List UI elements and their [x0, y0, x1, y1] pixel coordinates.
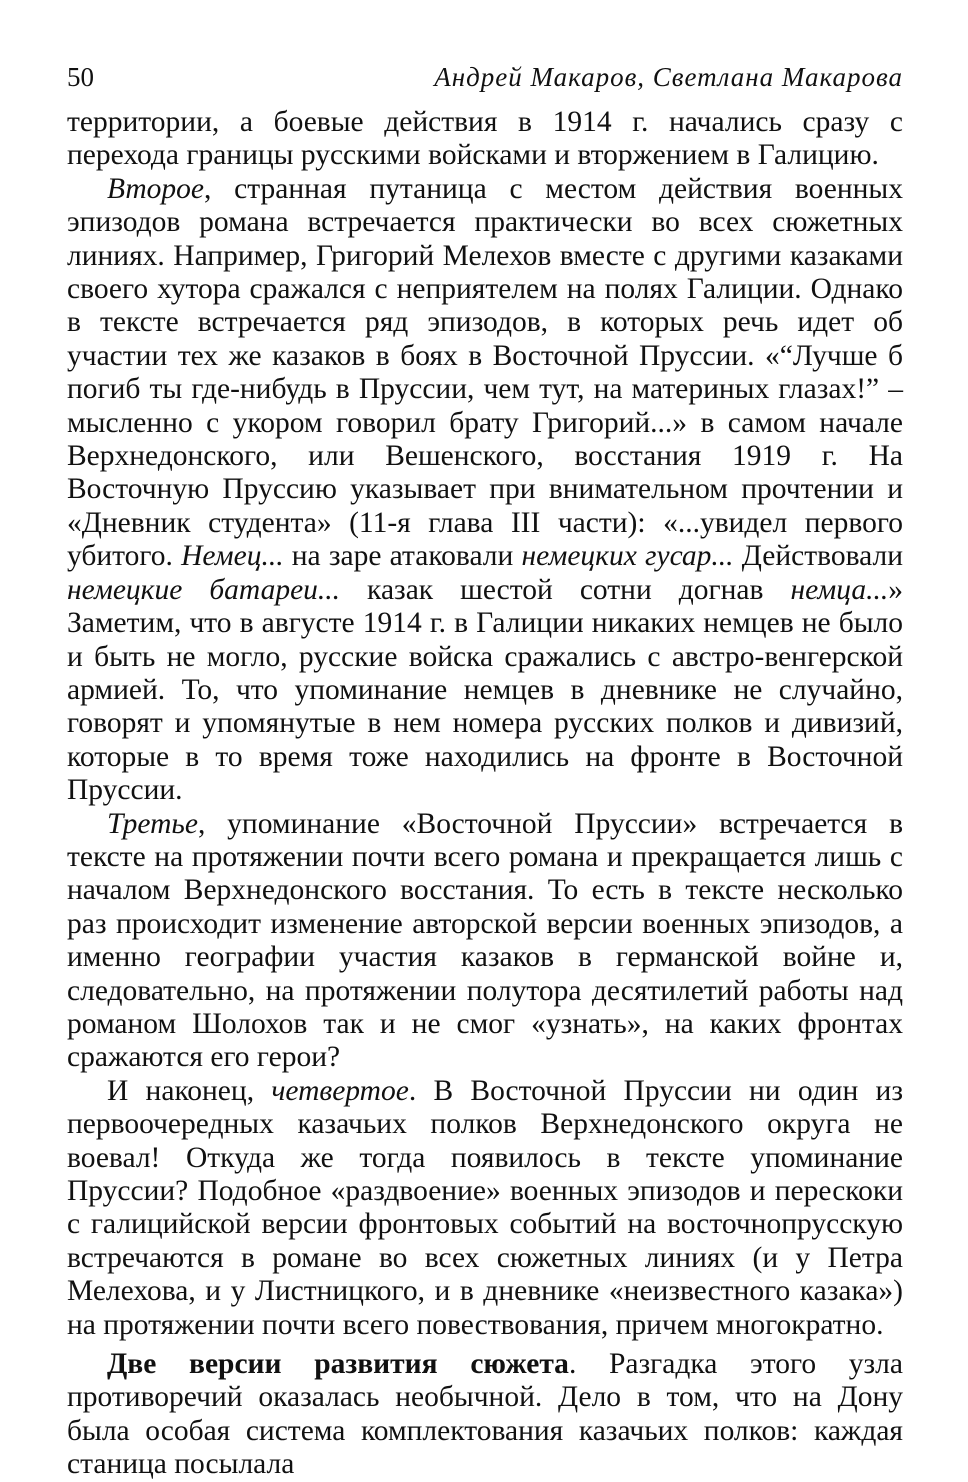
text-run: И наконец,	[107, 1074, 272, 1107]
text-run: территории, а боевые действия в 1914 г. начались сразу с перехода границы русскими войсками и вторжением в Галицию.	[67, 106, 903, 172]
italic-run: немецкие батареи...	[67, 573, 341, 606]
text-run: казак шестой сотни догнав	[340, 573, 791, 606]
italic-run: Немец...	[181, 540, 284, 573]
paragraph	[67, 808, 903, 1075]
italic-run: немца...	[790, 573, 889, 606]
section-heading: Две версии развития сюжета	[107, 1348, 569, 1381]
italic-run: четвертое	[271, 1074, 409, 1107]
italic-run: Второе	[107, 172, 205, 205]
text-run: на заре атаковали	[283, 540, 522, 573]
page-number: 50	[67, 62, 94, 92]
paragraph	[67, 1075, 903, 1342]
text-run: . Разгадка этого узла противоречий оказалась необычной. Дело в том, что на Дону была особая система комплектования казачьих полков: каждая станица посылала	[67, 1348, 903, 1481]
running-head	[67, 60, 903, 100]
italic-run: немецких гусар...	[521, 540, 734, 573]
italic-run: Третье	[107, 807, 198, 840]
paragraph	[67, 106, 903, 173]
paragraph	[67, 173, 903, 808]
text-run: Действовали	[733, 540, 903, 573]
book-page	[67, 60, 903, 1482]
text-run: , упоминание «Восточной Пруссии» встречается в тексте на протяжении почти всего романа и прекращается лишь с началом Верхнедонского восстания. То есть в тексте несколько раз происходит изменение авторской версии военных эпизодов, а именно географии участия казаков в германской войне и, следовательно, на протяжении полутора десятилетий работы над романом Шолохов так и не смог «узнать», на каких фронтах сражаются его герои?	[67, 807, 903, 1074]
text-body	[67, 106, 903, 1482]
text-run: . В Восточной Пруссии ни один из первоочередных казачьих полков Верхнедонского округа не воевал! Откуда же тогда появилось в тексте упоминание Пруссии? Подобное «раздвоение» военных эпизодов и перескоки с галицийской версии фронтовых событий на восточнопрусскую встречаются в романе во всех сюжетных линиях (и у Петра Мелехова, и у Листницкого, и в дневнике «неизвестного казака») на протяжении почти всего повествования, причем многократно.	[67, 1074, 903, 1341]
section-paragraph	[67, 1348, 903, 1482]
text-run: , странная путаница с местом действия военных эпизодов романа встречается практически во всех сюжетных линиях. Например, Григорий Мелехов вместе с другими казаками своего хутора сражался с неприятелем на полях Галиции. Однако в тексте встречается ряд эпизодов, в которых речь идет об участии тех же казаков в боях в Восточной Пруссии. «“Лучше б погиб ты где-нибудь в Пруссии, чем тут, на материных глазах!” – мысленно с укором говорил брату Григорий...» в самом начале Верхнедонского, или Вешенского, восстания 1919 г. На Восточную Пруссию указывает при внимательном прочтении и «Дневник студента» (11-я глава III части): «...увидел первого убитого.	[67, 172, 903, 573]
text-run: » Заметим, что в августе 1914 г. в Галиции никаких немцев не было и быть не могло, русские войска сражались с австро-венгерской армией. То, что упоминание немцев в дневнике не случайно, говорят и упомянутые в нем номера русских полков и дивизий, которые в то время тоже находились на фронте в Восточной Пруссии.	[67, 573, 903, 807]
running-head-authors: Андрей Макаров, Светлана Макарова	[434, 62, 903, 92]
